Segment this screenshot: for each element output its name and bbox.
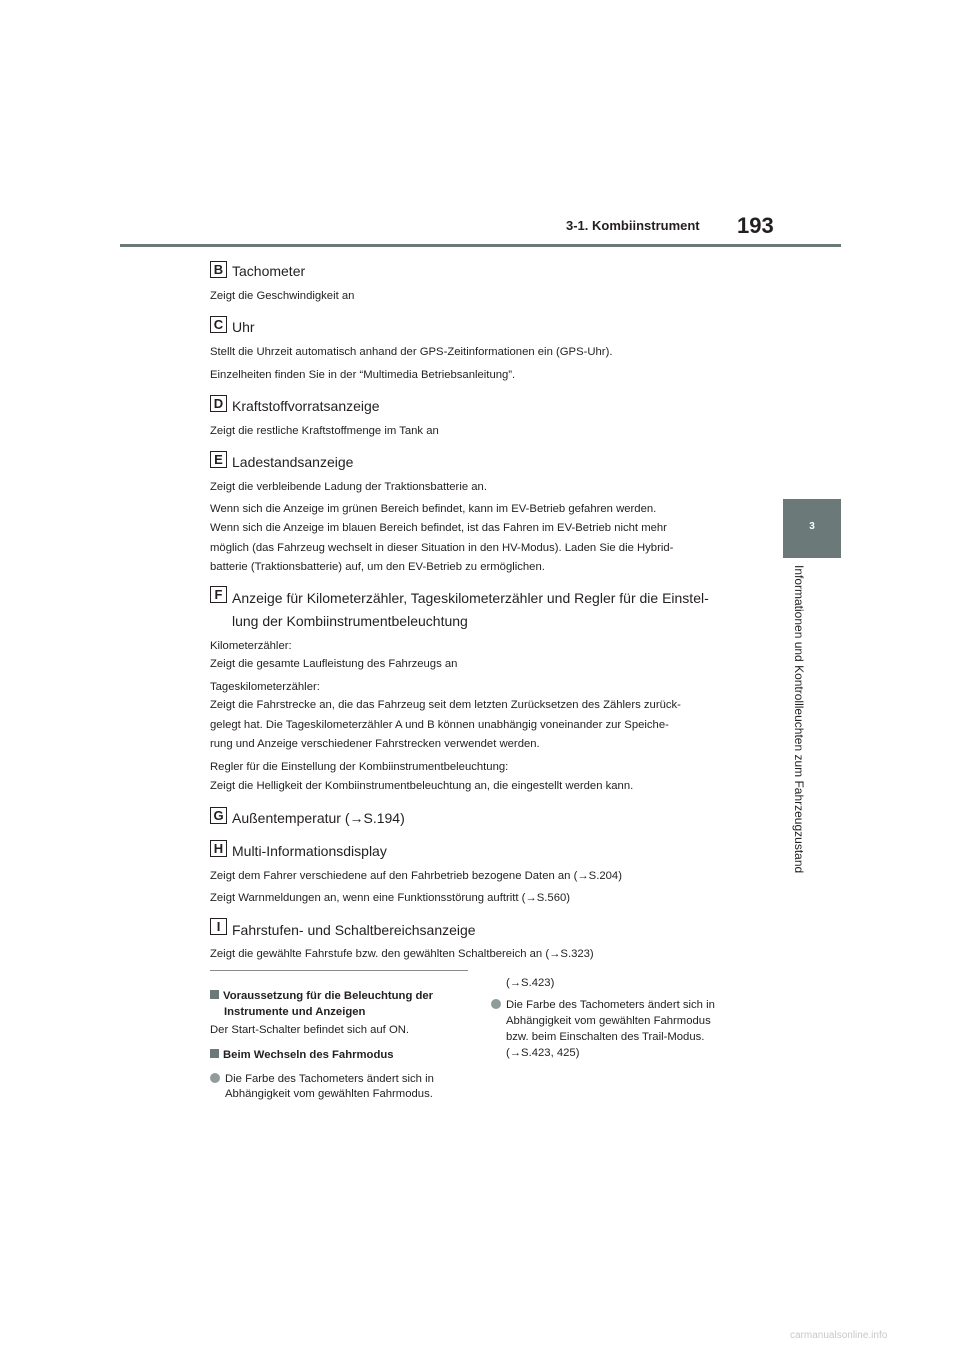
marker-c: C [210,316,227,333]
square-bullet-icon [210,990,219,999]
item-text: Einzelheiten finden Sie in der “Multimedia Betriebsanleitung”. [210,369,516,381]
item-text: Zeigt die verbleibende Ladung der Traktionsbatterie an. [210,481,487,493]
marker-d: D [210,395,227,412]
item-title-clock: Uhr [232,319,255,335]
watermark: carmanualsonline.info [790,1330,888,1341]
marker-e: E [210,451,227,468]
marker-f: F [210,586,227,603]
item-title-odometer-cont: lung der Kombiinstrumentbeleuchtung [232,613,468,629]
item-text: Zeigt die Fahrstrecke an, die das Fahrzeug seit dem letzten Zurücksetzen des Zählers zurück- [210,699,681,711]
item-text: Stellt die Uhrzeit automatisch anhand der GPS-Zeitinformationen ein (GPS-Uhr). [210,346,613,358]
note-text: (→S.423) [506,977,555,989]
note-bullet-cont: bzw. beim Einschalten des Trail-Modus. [506,1031,705,1043]
item-title-shift: Fahrstufen- und Schaltbereichsanzeige [232,922,476,938]
chapter-label-text: Informationen und Kontrollleuchten zum Fahrzeugzustand [792,565,806,874]
item-text: gelegt hat. Die Tageskilometerzähler A und B können unabhängig voneinander zur Speiche- [210,719,669,731]
item-text: Zeigt dem Fahrer verschiedene auf den Fahrbetrieb bezogene Daten an (→S.204) [210,870,622,882]
item-text: Regler für die Einstellung der Kombiinstrumentbeleuchtung: [210,761,509,773]
item-text: möglich (das Fahrzeug wechselt in dieser Situation in den HV-Modus). Laden Sie die Hybrid- [210,542,674,554]
section-title: 3-1. Kombiinstrument [566,218,700,233]
note-bullet-cont: (→S.423, 425) [506,1047,580,1059]
page-number: 193 [737,213,774,238]
item-text: Wenn sich die Anzeige im grünen Bereich befindet, kann im EV-Betrieb gefahren werden. [210,503,657,515]
marker-g: G [210,807,227,824]
item-text: batterie (Traktionsbatterie) auf, um den EV-Betrieb zu ermöglichen. [210,561,545,573]
item-text: Zeigt die gewählte Fahrstufe bzw. den gewählten Schaltbereich an (→S.323) [210,948,594,960]
item-title-tachometer: Tachometer [232,263,306,279]
item-text: Zeigt die Geschwindigkeit an [210,290,355,302]
item-title-outside-temp: Außentemperatur (→S.194) [232,810,405,826]
item-text: Zeigt die restliche Kraftstoffmenge im Tank an [210,425,439,437]
item-text: Kilometerzähler: [210,640,292,652]
item-text: Zeigt die gesamte Laufleistung des Fahrzeugs an [210,658,458,670]
item-text: Wenn sich die Anzeige im blauen Bereich befindet, ist das Fahren im EV-Betrieb nicht mehr [210,522,667,534]
item-title-odometer: Anzeige für Kilometerzähler, Tageskilometerzähler und Regler für die Einstel- [232,590,709,606]
note-text: Der Start-Schalter befindet sich auf ON. [210,1024,410,1036]
chapter-label [790,565,810,925]
notes-separator [210,970,468,971]
marker-i: I [210,918,227,935]
item-text: rung und Anzeige verschiedener Fahrstrecken verwendet werden. [210,738,540,750]
note-heading-cont: Instrumente und Anzeigen [224,1006,366,1018]
item-title-charge: Ladestandsanzeige [232,454,354,470]
round-bullet-icon [210,1073,220,1083]
round-bullet-icon [491,999,501,1009]
note-heading: Voraussetzung für die Beleuchtung der [210,989,433,1003]
item-title-mid: Multi-Informationsdisplay [232,843,387,859]
header-rule [120,244,841,247]
note-bullet-cont: Abhängigkeit vom gewählten Fahrmodus [506,1015,711,1027]
note-bullet: Die Farbe des Tachometers ändert sich in [210,1072,434,1086]
square-bullet-icon [210,1049,219,1058]
marker-h: H [210,840,227,857]
note-heading: Beim Wechseln des Fahrmodus [210,1048,394,1062]
item-title-fuel: Kraftstoffvorratsanzeige [232,398,380,414]
item-text: Zeigt Warnmeldungen an, wenn eine Funktionsstörung auftritt (→S.560) [210,892,571,904]
note-bullet: Die Farbe des Tachometers ändert sich in [491,998,715,1012]
note-bullet-cont: Abhängigkeit vom gewählten Fahrmodus. [225,1088,433,1100]
item-text: Tageskilometerzähler: [210,681,320,693]
item-text: Zeigt die Helligkeit der Kombiinstrumentbeleuchtung an, die eingestellt werden kann. [210,780,634,792]
chapter-number: 3 [809,521,815,532]
marker-b: B [210,261,227,278]
